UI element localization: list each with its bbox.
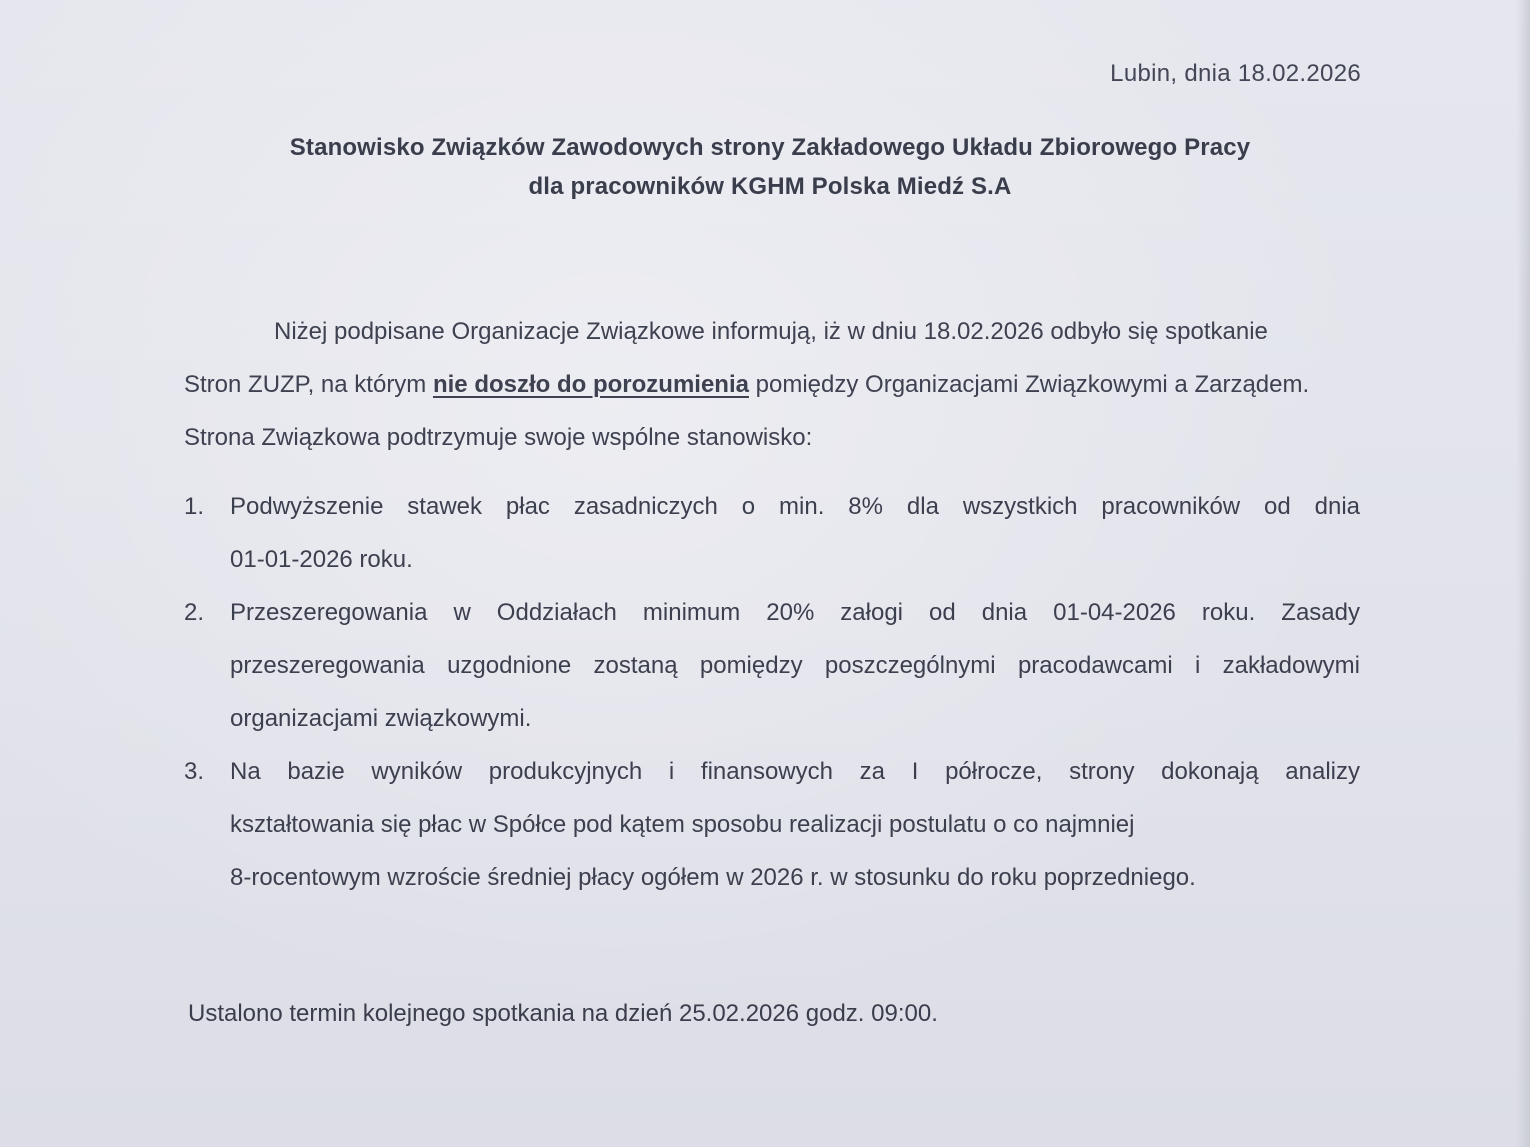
demand-line: Na bazie wyników produkcyjnych i finansowych za I półrocze, strony dokonają analizy (230, 758, 1360, 785)
demands-list (184, 480, 1360, 904)
place-and-date: Lubin, dnia 18.02.2026 (1110, 60, 1361, 87)
demand-item-1 (184, 480, 1360, 586)
demand-line: 01-01-2026 roku. (230, 546, 413, 573)
intro-line-2-start: Stron ZUZP, na którym (184, 371, 433, 398)
intro-line-2-end: pomiędzy Organizacjami Związkowymi a Zarządem. (748, 371, 1310, 398)
demand-number: 1. (184, 493, 205, 520)
demand-item-3 (184, 745, 1360, 904)
demand-line: organizacjami związkowymi. (230, 705, 532, 732)
demand-line: Przeszeregowania w Oddziałach minimum 20% załogi od dnia 01-04-2026 roku. Zasady (230, 599, 1360, 626)
demand-number: 2. (184, 599, 205, 626)
demand-line: 8-rocentowym wzroście średniej płacy ogółem w 2026 r. w stosunku do roku poprzedniego. (230, 864, 1196, 891)
next-meeting-note: Ustalono termin kolejnego spotkania na dzień 25.02.2026 godz. 09:00. (188, 1000, 938, 1027)
title-line-1: Stanowisko Związków Zawodowych strony Zakładowego Układu Zbiorowego Pracy (289, 134, 1251, 161)
intro-line-2 (184, 358, 1360, 411)
demand-item-2 (184, 586, 1360, 745)
intro-line-3: Strona Związkowa podtrzymuje swoje wspólne stanowisko: (184, 424, 813, 451)
intro-paragraph (184, 305, 1360, 464)
demand-number: 3. (184, 758, 205, 785)
demand-line: kształtowania się płac w Spółce pod kątem sposobu realizacji postulatu o co najmniej (230, 811, 1135, 838)
no-agreement-emphasis: nie doszło do porozumienia (432, 371, 749, 398)
document-title (0, 128, 1530, 206)
demand-line: przeszeregowania uzgodnione zostaną pomiędzy poszczególnymi pracodawcami i zakładowymi (230, 652, 1360, 679)
demand-line: Podwyższenie stawek płac zasadniczych o min. 8% dla wszystkich pracowników od dnia (230, 493, 1360, 520)
title-line-2: dla pracowników KGHM Polska Miedź S.A (528, 173, 1012, 200)
intro-line-1: Niżej podpisane Organizacje Związkowe informują, iż w dniu 18.02.2026 odbyło się spotkanie (274, 318, 1268, 345)
